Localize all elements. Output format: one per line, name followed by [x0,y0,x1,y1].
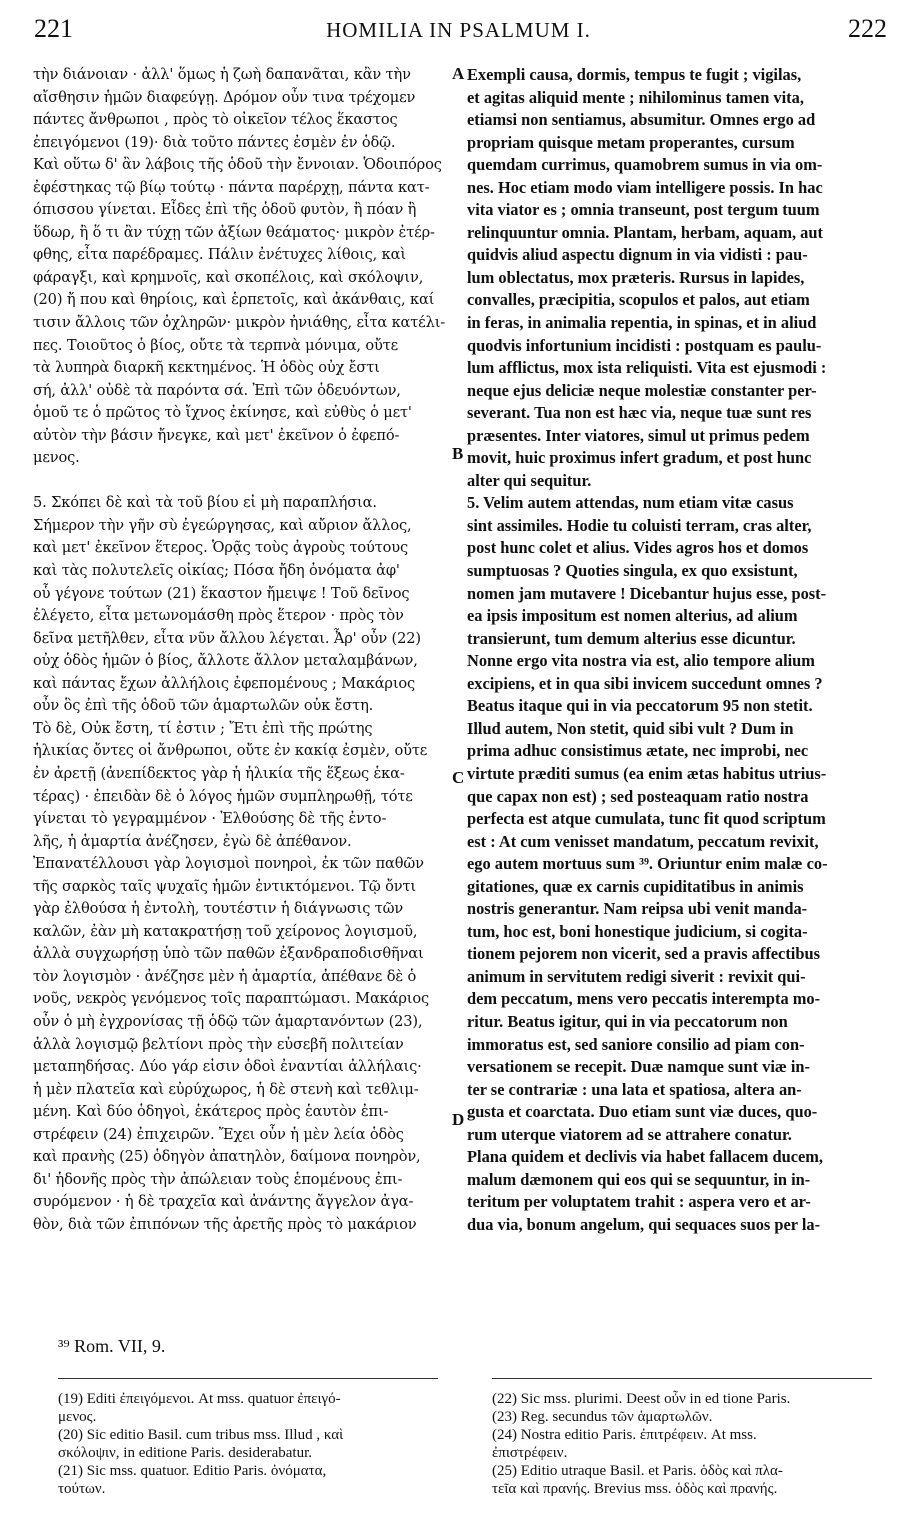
left-page-number: 221 [34,14,73,43]
right-page-number: 222 [848,14,887,43]
marker-d: D [452,1110,465,1129]
footnote-divider-left [58,1378,438,1379]
footnotes-left: (19) Editi ἐπειγόμενοι. At mss. quatuor ἐπειγό- μενος. (20) Sic editio Basil. cum tribus mss. Illud , καὶ σκόλοψιν, in editione Paris. desiderabatur. (21) Sic mss. quatuor. Editio Paris. ὀνόματα, τούτων. [58,1391,344,1497]
marker-c: C [452,768,465,787]
latin-column: Exempli causa, dormis, tempus te fugit ; vigilas, et agitas aliquid mente ; nihilominus tamen vita, etiamsi non sentiamus, absumitur. Omnes ergo ad propriam quisque metam properantes, cursum quemdam currimus, quamobrem sumus in via om- nes. Hoc etiam modo viam intelligere possis. In hac vita viator es ; omnia transeunt, post tergum tuum relinquuntur omnia. Plantam, herbam, aquam, aut quidvis aliud aspectu dignum in via vidisti : pau- lum oblectatus, mox præteris. Rursus in lapides, convalles, præcipitia, scopulos et palos, aut etiam in feras, in animalia repentia, in spinas, et in aliud quodvis infortunium incidisti : postquam es paulu- lum afflictus, mox ista reliquisti. Vita est ejusmodi : neque ejus deliciæ neque molestiæ constanter per- severant. Tua non est hæc via, neque tuæ sunt res præsentes. Inter viatores, simul ut primus pedem movit, huic proximus infert gradum, et post hunc alter qui sequitur. 5. Velim autem attendas, num etiam vitæ casus sint assimiles. Hodie tu coluisti terram, cras alter, post hunc colet et alius. Vides agros hos et domos sumptuosas ? Quoties singula, ex quo exsistunt, nomen jam mutavere ! Dicebantur hujus esse, post- ea ipsis impositum est nomen alterius, ad alium transierunt, tum demum alterius esse dicuntur. Nonne ergo vita nostra via est, alio tempore alium excipiens, et in qua sibi invicem succedunt omnes ? Beatus itaque qui in via peccatorum 95 non stetit. Illud autem, Non stetit, quid sibi vult ? Dum in prima adhuc consistimus ætate, nec improbi, nec virtute præditi sumus (ea enim ætas habitus utrius- que capax non est) ; sed posteaquam ratio nostra perfecta est atque cumulata, tunc fit quod scriptum est : At cum venisset mandatum, peccatum revixit, ego autem mortuus sum ³⁹. Oriuntur enim malæ co- gitationes, quæ ex carnis cupiditatibus in animis nostris generantur. Nam reipsa ubi venit manda- tum, hoc est, boni honestique judicium, si cogita- tionem pejorem non vicerit, sed a pravis affectibus animum in servitutem redigi siverit : revixit qui- dem peccatum, mens vero peccatis interempta mo- ritur. Beatus igitur, qui in via peccatorum non immoratus est, sed saniore consilio ad piam con- versationem se recepit. Duæ namque sunt viæ in- ter se contrariæ : una lata et spatiosa, altera an- gusta et coarctata. Duo etiam sunt viæ duces, quo- rum uterque viatorem ad se attrahere conatur. Plana quidem et declivis via habet fallacem ducem, malum dæmonem qui eos qui se sequuntur, in in- teritum per voluptatem trahit : aspera vero et ar- dua via, bonum angelum, qui sequaces suos per la- [467,65,828,1234]
running-title: HOMILIA IN PSALMUM I. [326,18,591,42]
marker-b: B [452,444,464,463]
marker-a: A [452,64,465,83]
footnotes-right: (22) Sic mss. plurimi. Deest οὖν in ed tione Paris. (23) Reg. secundus τῶν ἁμαρτωλῶν. (24) Nostra editio Paris. ἐπιτρέφειν. At mss. ἐπιστρέφειν. (25) Editio utraque Basil. et Paris. ὁδὸς καὶ πλα- τεῖα καὶ πρανής. Brevius mss. ὁδὸς καὶ πρανής. [492,1391,791,1497]
footnote-divider-right [492,1378,872,1379]
greek-column: τὴν διάνοιαν · ἀλλ' ὅμως ἡ ζωὴ δαπανᾶται, κἂν τὴν αἴσθησιν ἡμῶν διαφεύγῃ. Δρόμον οὖν τινα τρέχομεν πάντες ἄνθρωποι , πρὸς τὸ οἰκεῖον τέλος ἕκαστος ἐπειγόμενοι (19)· διὰ τοῦτο πάντες ἐσμὲν ἐν ὁδῷ. Καὶ οὕτω δ' ἂν λάβοις τῆς ὁδοῦ τὴν ἔννοιαν. Ὁδοιπόρος ἐφέστηκας τῷ βίῳ τούτῳ · πάντα παρέρχῃ, πάντα κατ- όπισσου γίνεται. Εἶδες ἐπὶ τῆς ὁδοῦ φυτὸν, ἢ πόαν ἢ ὕδωρ, ἢ ὅ τι ἂν τύχῃ τῶν ἀξίων θεάματος· μικρὸν ἐτέρ- φθης, εἶτα παρέδραμες. Πάλιν ἐνέτυχες λίθοις, καὶ φάραγξι, καὶ κρημνοῖς, καὶ σκοπέλοις, καὶ σκόλοψιν, (20) ἤ που καὶ θηρίοις, καὶ ἑρπετοῖς, καὶ ἀκάνθαις, καί τισιν ἄλλοις τῶν ὀχληρῶν· μικρὸν ἠνιάθης, εἶτα κατέλι- πες. Τοιοῦτος ὁ βίος, οὔτε τὰ τερπνὰ μόνιμα, οὔτε τὰ λυπηρὰ διαρκῆ κεκτημένος. Ἡ ὁδὸς οὐχ ἔστι σή, ἀλλ' οὐδὲ τὰ παρόντα σά. Ἐπὶ τῶν ὁδευόντων, ὁμοῦ τε ὁ πρῶτος τὸ ἴχνος ἐκίνησε, καὶ εὐθὺς ὁ μετ' αὐτὸν τὴν βάσιν ἤνεγκε, καὶ μετ' ἐκεῖνον ὁ ἐφεπό- μενος. 5. Σκόπει δὲ καὶ τὰ τοῦ βίου εἰ μὴ παραπλήσια. Σήμερον τὴν γῆν σὺ ἐγεώργησας, καὶ αὔριον ἄλλος, καὶ μετ' ἐκεῖνον ἕτερος. Ὁρᾷς τοὺς ἀγροὺς τούτους καὶ τὰς πολυτελεῖς οἰκίας; Πόσα ἤδη ὀνόματα ἀφ' οὗ γέγονε τούτων (21) ἕκαστον ἤμειψε ! Τοῦ δεῖνος ἐλέγετο, εἶτα μετωνομάσθη πρὸς ἕτερον · πρὸς τὸν δεῖνα μετῆλθεν, εἶτα νῦν ἄλλου λέγεται. Ἆρ' οὖν (22) οὐχ ὁδὸς ἡμῶν ὁ βίος, ἄλλοτε ἄλλον μεταλαμβάνων, καὶ πάντας ἔχων ἀλλήλοις ἐφεπομένους ; Μακάριος οὖν ὃς ἐπὶ τῆς ὁδοῦ τῶν ἁμαρτωλῶν οὐκ ἔστη. Τὸ δὲ, Οὐκ ἔστη, τί ἐστιν ; Ἔτι ἐπὶ τῆς πρώτης ἡλικίας ὄντες οἱ ἄνθρωποι, οὔτε ἐν κακίᾳ ἐσμὲν, οὔτε ἐν ἀρετῇ (ἀνεπίδεκτος γὰρ ἡ ἡλικία τῆς ἕξεως ἑκα- τέρας) · ἐπειδὰν δὲ ὁ λόγος ἡμῶν συμπληρωθῇ, τότε γίνεται τὸ γεγραμμένον · Ἐλθούσης δὲ τῆς ἐντο- λῆς, ἡ ἁμαρτία ἀνέζησεν, ἐγὼ δὲ ἀπέθανον. Ἐπανατέλλουσι γὰρ λογισμοὶ πονηροὶ, ἐκ τῶν παθῶν τῆς σαρκὸς ταῖς ψυχαῖς ἡμῶν ἐντικτόμενοι. Τῷ ὄντι γὰρ ἐλθούσα ἡ ἐντολὴ, τουτέστιν ἡ διάγνωσις τῶν καλῶν, ἐὰν μὴ κατακρατήσῃ τοῦ χείρονος λογισμοῦ, ἀλλὰ συγχωρήσῃ ὑπὸ τῶν παθῶν ἐξανδραποδισθῆναι τὸν λογισμὸν · ἀνέζησε μὲν ἡ ἁμαρτία, ἀπέθανε δὲ ὁ νοῦς, νεκρὸς γενόμενος τοῖς παραπτώμασι. Μακάριος οὖν ὁ μὴ ἐγχρονίσας τῇ ὁδῷ τῶν ἁμαρτανόντων (23), ἀλλὰ λογισμῷ βελτίονι πρὸς τὴν εὐσεβῆ πολιτείαν μεταπηδήσας. Δύο γάρ εἰσιν ὁδοὶ ἐναντίαι ἀλλήλαις· ἡ μὲν πλατεῖα καὶ εὐρύχωρος, ἡ δὲ στενὴ καὶ τεθλιμ- μένη. Καὶ δύο ὁδηγοὶ, ἑκάτερος πρὸς ἑαυτὸν ἐπι- στρέφειν (24) ἐπιχειρῶν. Ἔχει οὖν ἡ μὲν λεία ὁδὸς καὶ πρανὴς (25) ὁδηγὸν ἀπατηλὸν, δαίμονα πονηρὸν, δι' ἡδονῆς πρὸς τὴν ἀπώλειαν τοὺς ἑπομένους ἐπι- συρόμενον · ἡ δὲ τραχεῖα καὶ ἀνάντης ἄγγελον ἀγα- θὸν, διὰ τῶν ἐπιπόνων τῆς ἀρετῆς πρὸς τὸ μακάριον [33,66,446,1233]
running-header [0,14,917,54]
scripture-reference-note: ³⁹ Rom. VII, 9. [58,1336,166,1356]
